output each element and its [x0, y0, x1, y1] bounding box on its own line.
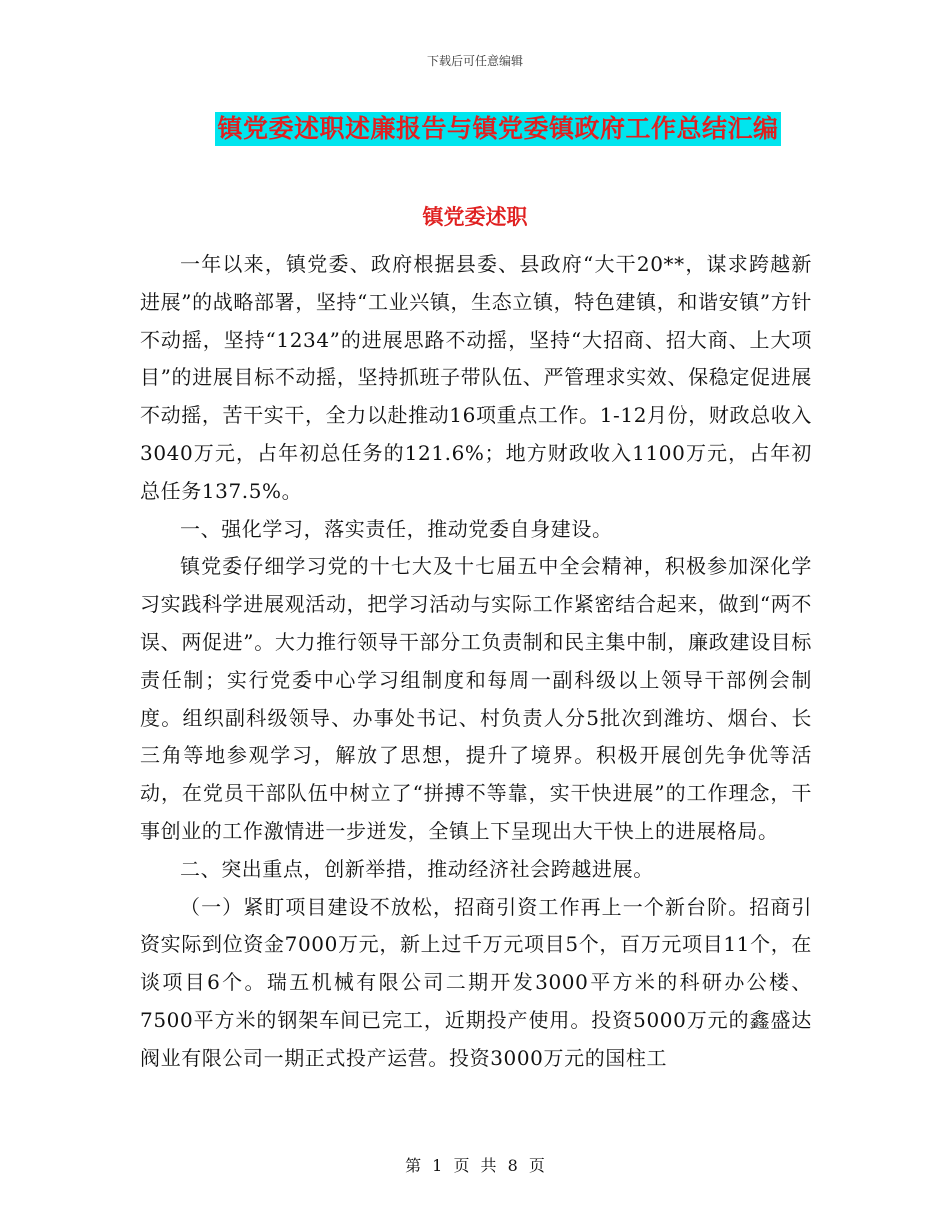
page-header-note: 下载后可任意编辑: [426, 54, 523, 68]
paragraph: 一、强化学习，落实责任，推动党委自身建设。: [180, 516, 613, 541]
document-body: [140, 246, 812, 1078]
document-title: 镇党委述职述廉报告与镇党委镇政府工作总结汇编: [215, 112, 780, 146]
section-title: 镇党委述职: [422, 204, 528, 229]
title-container: [0, 112, 950, 146]
paragraph: 镇党委仔细学习党的十七大及十七届五中全会精神，积极参加深化学习实践科学进展观活动，把学习活动与实际工作紧密结合起来，做到“两不误、两促进”。大力推行领导干部分工负责制和民主集中制，廉政建设目标责任制；实行党委中心学习组制度和每周一副科级以上领导干部例会制度。组织副科级领导、办事处书记、村负责人分5批次到潍坊、烟台、长三角等地参观学习，解放了思想，提升了境界。积极开展创先争优等活动，在党员干部队伍中树立了“拼搏不等靠，实干快进展”的工作理念，干事创业的工作激情进一步迸发，全镇上下呈现出大干快上的进展格局。: [140, 554, 812, 843]
paragraph: 一年以来，镇党委、政府根据县委、县政府“大干20**，谋求跨越新进展”的战略部署，坚持“工业兴镇，生态立镇，特色建镇，和谐安镇”方针不动摇，坚持“1234”的进展思路不动摇，坚持“大招商、招大商、上大项目”的进展目标不动摇，坚持抓班子带队伍、严管理求实效、保稳定促进展不动摇，苦干实干，全力以赴推动16项重点工作。1-12月份，财政总收入3040万元，占年初总任务的121.6%；地方财政收入1100万元，占年初总任务137.5%。: [140, 252, 812, 503]
paragraph: 二、突出重点，创新举措，推动经济社会跨越进展。: [180, 856, 654, 881]
paragraph: （一）紧盯项目建设不放松，招商引资工作再上一个新台阶。招商引资实际到位资金7000万元，新上过千万元项目5个，百万元项目11个，在谈项目6个。瑞五机械有限公司二期开发3000平方米的科研办公楼、7500平方米的钢架车间已完工，近期投产使用。投资5000万元的鑫盛达阀业有限公司一期正式投产运营。投资3000万元的国柱工: [140, 894, 812, 1070]
page-number: 第 1 页 共 8 页: [405, 1156, 545, 1175]
